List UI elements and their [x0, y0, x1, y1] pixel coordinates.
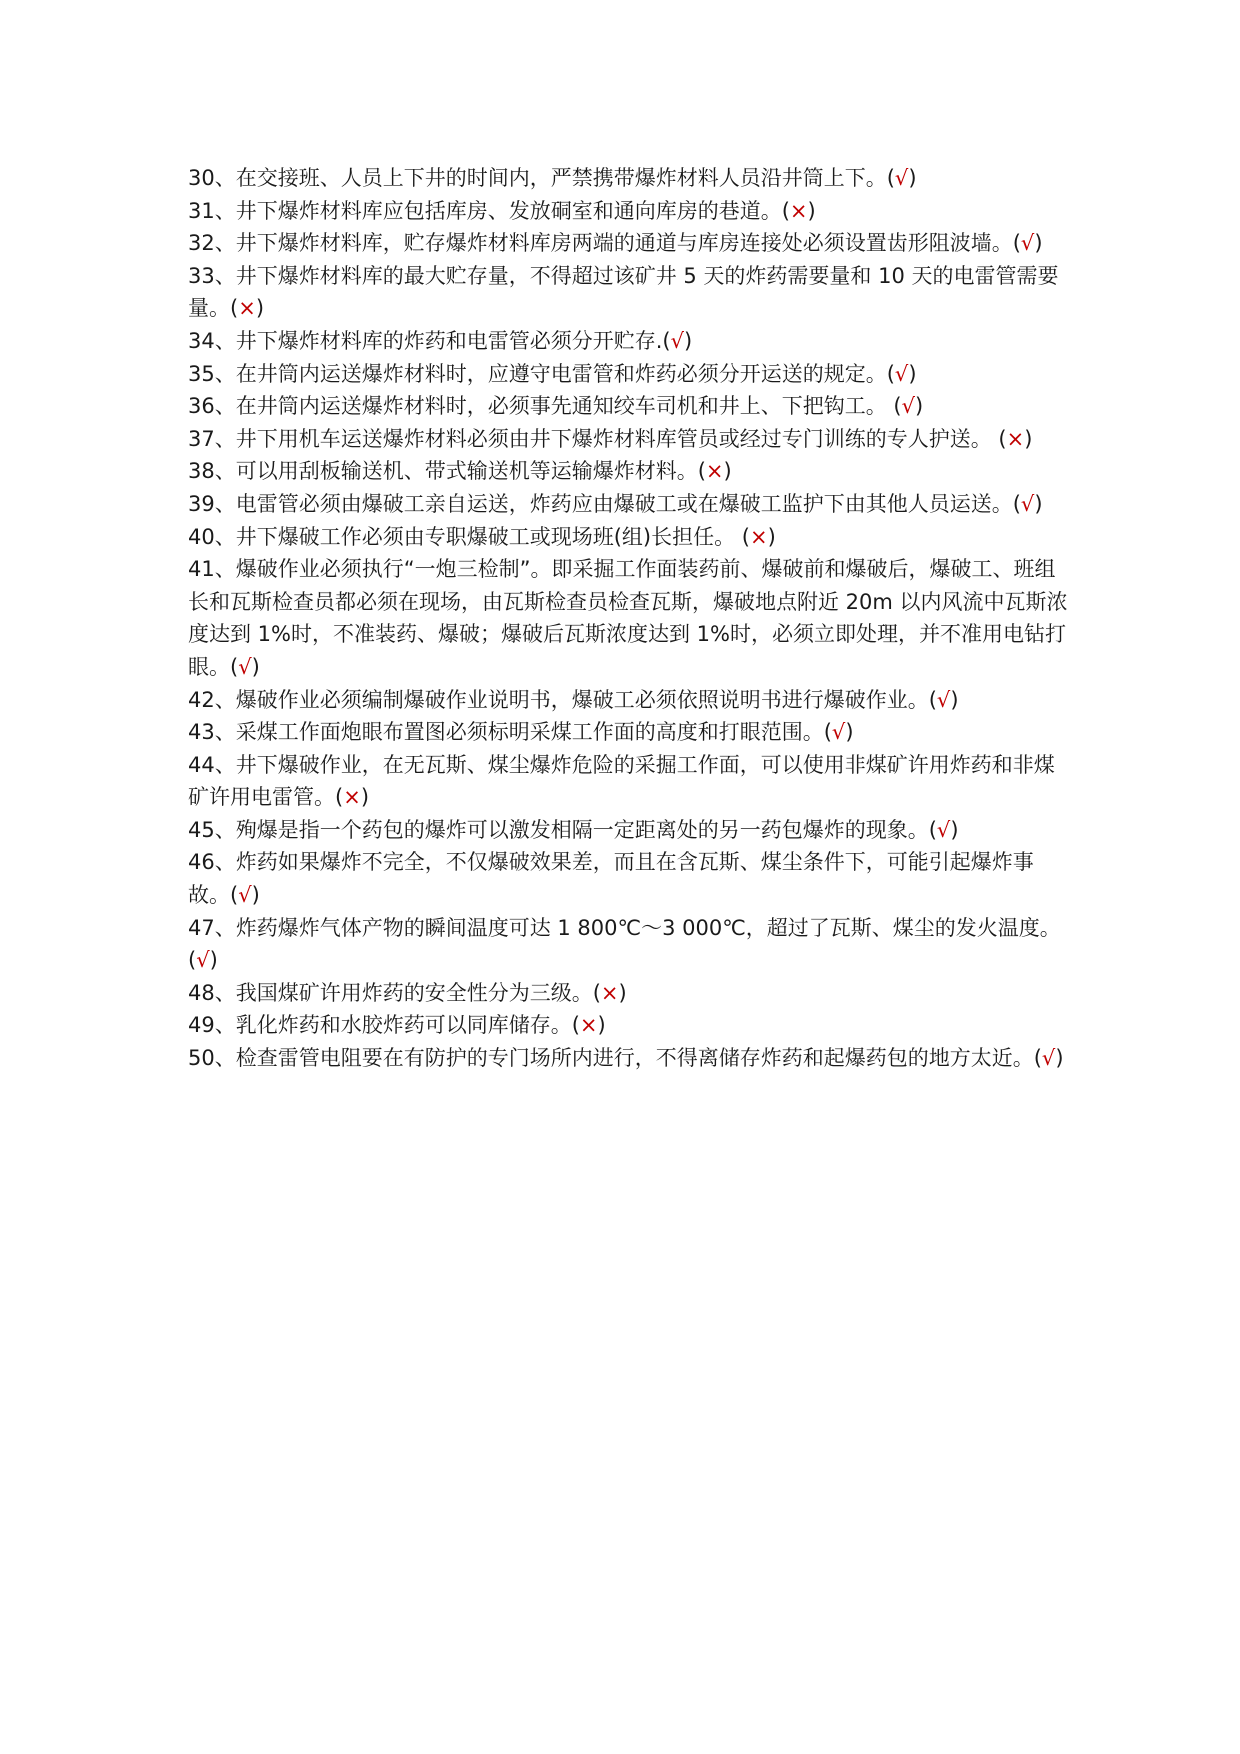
question-text: 34、井下爆炸材料库的炸药和电雷管必须分开贮存.(	[188, 328, 671, 353]
question-item	[188, 358, 1068, 391]
question-text: 39、电雷管必须由爆破工亲自运送，炸药应由爆破工或在爆破工监护下由其他人员运送。(	[188, 491, 1021, 516]
question-text: 37、井下用机车运送爆炸材料必须由井下爆炸材料库管员或经过专门训练的专人护送。 (	[188, 426, 1007, 451]
answer-mark: √	[196, 948, 210, 973]
question-item	[188, 162, 1068, 195]
answer-mark: ×	[579, 1013, 598, 1038]
question-text: 49、乳化炸药和水胶炸药可以同库储存。(	[188, 1013, 580, 1038]
question-list	[188, 162, 1068, 1075]
question-text: 48、我国煤矿许用炸药的安全性分为三级。(	[188, 980, 601, 1005]
answer-mark: ×	[1006, 426, 1025, 451]
answer-mark: √	[1020, 491, 1035, 516]
answer-mark: √	[901, 394, 915, 419]
answer-mark: √	[936, 817, 951, 842]
answer-close-paren: )	[597, 1013, 606, 1038]
answer-close-paren: )	[251, 883, 260, 908]
question-item	[188, 814, 1068, 847]
answer-close-paren: )	[908, 166, 917, 190]
answer-mark: √	[894, 361, 909, 386]
question-item	[188, 423, 1068, 456]
question-item	[188, 1042, 1068, 1075]
answer-close-paren: )	[618, 980, 627, 1005]
question-item	[188, 684, 1068, 717]
answer-close-paren: )	[683, 328, 693, 353]
question-text: 42、爆破作业必须编制爆破作业说明书，爆破工必须依照说明书进行爆破作业。(	[188, 687, 937, 712]
question-item	[188, 749, 1068, 814]
question-item	[188, 716, 1068, 749]
question-text: 30、在交接班、人员上下井的时间内，严禁携带爆炸材料人员沿井筒上下。(	[188, 166, 895, 190]
answer-mark: √	[831, 720, 846, 745]
question-text: 31、井下爆炸材料库应包括库房、发放硐室和通向库房的巷道。(	[188, 198, 790, 223]
question-item	[188, 488, 1068, 521]
question-text: 50、检查雷管电阻要在有防护的专门场所内进行，不得离储存炸药和起爆药包的地方太近。(	[188, 1046, 1042, 1071]
answer-close-paren: )	[1034, 231, 1043, 256]
answer-close-paren: )	[255, 296, 265, 321]
answer-mark: ×	[343, 785, 361, 810]
question-text: 47、炸药爆炸气体产物的瞬间温度可达 1 800℃～3 000℃，超过了瓦斯、煤尘的发火温度。(	[188, 915, 1061, 973]
answer-mark: √	[670, 328, 684, 353]
question-text: 35、在井筒内运送爆炸材料时，应遵守电雷管和炸药必须分开运送的规定。(	[188, 361, 895, 386]
answer-mark: √	[238, 654, 252, 679]
answer-mark: √	[894, 166, 909, 190]
question-text: 36、在井筒内运送爆炸材料时，必须事先通知绞车司机和井上、下把钩工。 (	[188, 394, 902, 419]
answer-mark: ×	[705, 459, 724, 484]
question-item	[188, 912, 1068, 977]
answer-mark: √	[936, 687, 951, 712]
answer-close-paren: )	[251, 654, 260, 679]
answer-mark: ×	[600, 980, 619, 1005]
question-item	[188, 1009, 1068, 1042]
answer-close-paren: )	[1055, 1046, 1064, 1071]
question-text: 46、炸药如果爆炸不完全，不仅爆破效果差，而且在含瓦斯、煤尘条件下，可能引起爆炸事故。(	[188, 850, 1034, 908]
question-item	[188, 227, 1068, 260]
question-text: 41、爆破作业必须执行“一炮三检制”。即采掘工作面装药前、爆破前和爆破后，爆破工、班组长和瓦斯检查员都必须在现场，由瓦斯检查员检查瓦斯，爆破地点附近 20m 以内风流中瓦斯浓度达到 1%时，不准装药、爆破；爆破后瓦斯浓度达到 1%时，必须立即处理，并不准用电钻打眼。(	[188, 557, 1068, 679]
answer-close-paren: )	[360, 785, 370, 810]
answer-mark: ×	[789, 198, 808, 223]
question-item	[188, 977, 1068, 1010]
answer-close-paren: )	[1034, 491, 1043, 516]
question-text: 44、井下爆破作业，在无瓦斯、煤尘爆炸危险的采掘工作面，可以使用非煤矿许用炸药和非煤矿许用电雷管。(	[188, 752, 1055, 810]
answer-close-paren: )	[914, 394, 924, 419]
question-item	[188, 521, 1068, 554]
answer-mark: ×	[749, 524, 768, 549]
answer-mark: √	[1020, 231, 1035, 256]
question-item	[188, 195, 1068, 228]
answer-close-paren: )	[908, 361, 917, 386]
question-text: 33、井下爆炸材料库的最大贮存量，不得超过该矿井 5 天的炸药需要量和 10 天的电雷管需要量。(	[188, 263, 1059, 321]
question-text: 45、殉爆是指一个药包的爆炸可以激发相隔一定距离处的另一药包爆炸的现象。(	[188, 817, 937, 842]
answer-close-paren: )	[950, 817, 959, 842]
answer-close-paren: )	[209, 948, 218, 973]
question-item	[188, 325, 1068, 358]
answer-mark: √	[1041, 1046, 1056, 1071]
answer-mark: √	[238, 883, 252, 908]
answer-mark: ×	[238, 296, 256, 321]
question-text: 38、可以用刮板输送机、带式输送机等运输爆炸材料。(	[188, 459, 706, 484]
answer-close-paren: )	[950, 687, 959, 712]
question-text: 43、采煤工作面炮眼布置图必须标明采煤工作面的高度和打眼范围。(	[188, 720, 832, 745]
question-item	[188, 260, 1068, 325]
answer-close-paren: )	[807, 198, 816, 223]
answer-close-paren: )	[1024, 426, 1033, 451]
question-text: 32、井下爆炸材料库，贮存爆炸材料库房两端的通道与库房连接处必须设置齿形阻波墙。(	[188, 231, 1021, 256]
question-item	[188, 846, 1068, 911]
answer-close-paren: )	[767, 524, 776, 549]
question-item	[188, 553, 1068, 683]
question-item	[188, 455, 1068, 488]
answer-close-paren: )	[845, 720, 854, 745]
answer-close-paren: )	[723, 459, 732, 484]
question-item	[188, 390, 1068, 423]
question-text: 40、井下爆破工作必须由专职爆破工或现场班(组)长担任。 (	[188, 524, 750, 549]
